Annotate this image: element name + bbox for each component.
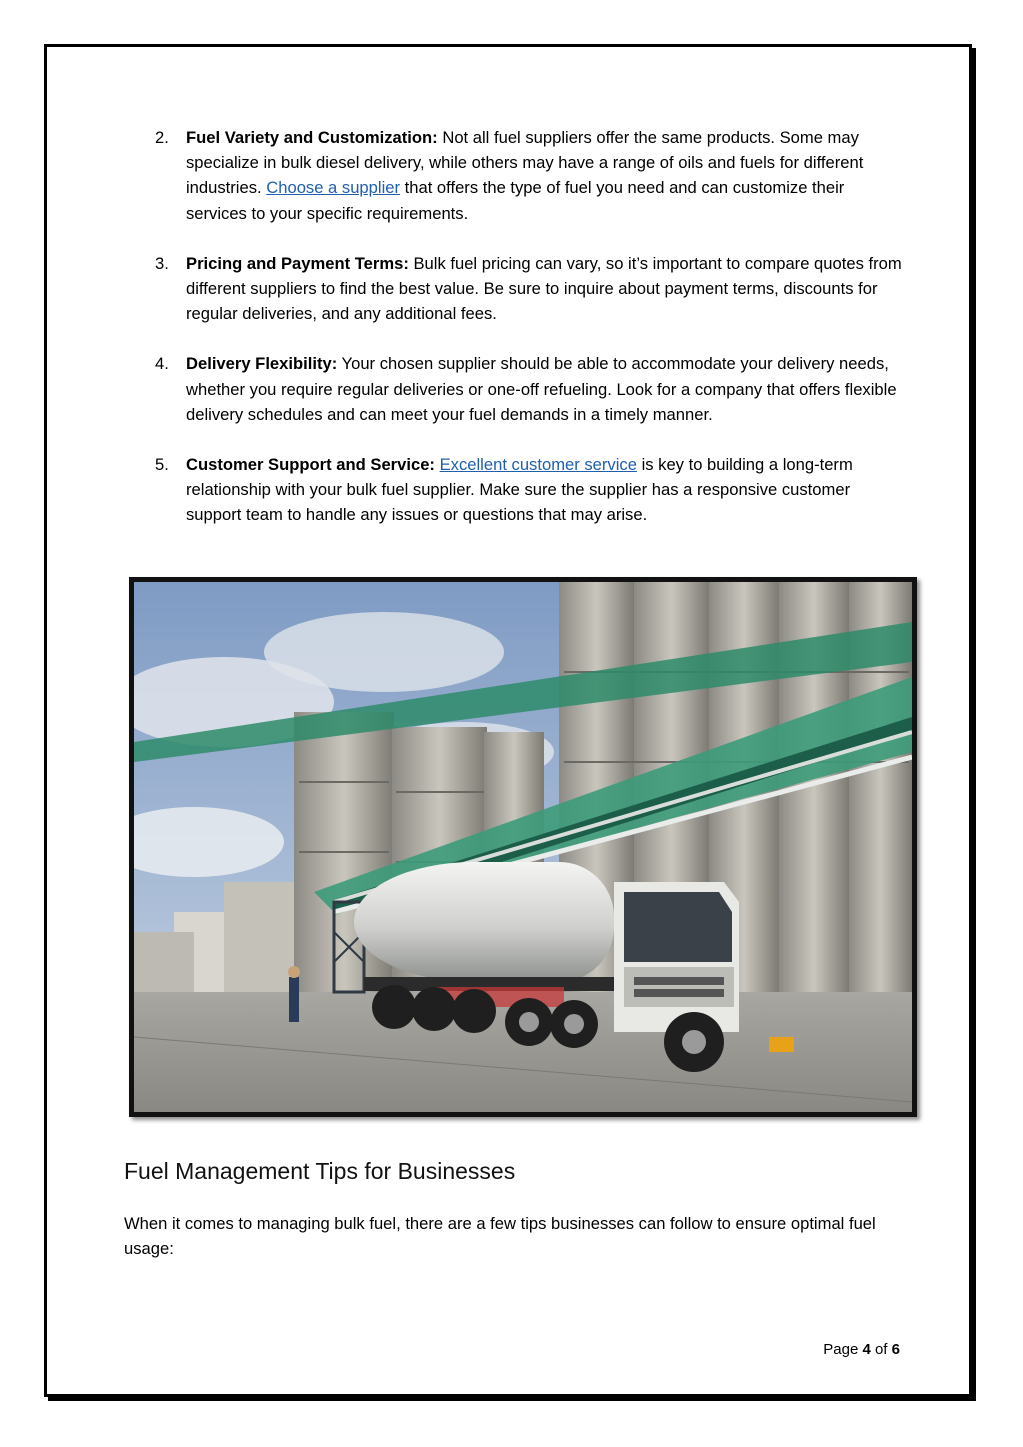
fuel-tanker-photo (129, 577, 917, 1117)
list-number: 2. (155, 128, 169, 147)
list-item-title: Delivery Flexibility: (186, 354, 338, 374)
list-item-text: that offers the type of fuel you need and can customize their services to your specific requirements. (186, 178, 845, 223)
section-heading: Fuel Management Tips for Businesses (124, 1158, 516, 1184)
list-item-text: Your chosen supplier should be able to accommodate your delivery needs, whether you require regular deliveries or one-off refueling. Look for a company that offers flexible delivery schedules and can meet your fuel demands in a timely manner. (186, 354, 897, 424)
list-item-text: Not all fuel suppliers offer the same products. Some may specialize in bulk diesel delivery, while others may have a range of oils and fuels for different industries. (186, 128, 864, 198)
list-item (155, 251, 906, 327)
list-item-text: Bulk fuel pricing can vary, so it’s important to compare quotes from different suppliers to find the best value. Be sure to inquire about payment terms, discounts for regular deliveries, and any additional fees. (186, 253, 902, 324)
page-number-prefix: Page (823, 1341, 863, 1358)
choose-supplier-link[interactable]: Choose a supplier (266, 178, 401, 198)
list-number: 5. (155, 455, 169, 475)
fuel-tanker-illustration (134, 582, 912, 1112)
page-number-current: 4 (862, 1341, 871, 1358)
page-number-middle: of (870, 1341, 892, 1358)
list-item-title: Fuel Variety and Customization: (186, 128, 438, 147)
list-number: 4. (155, 354, 169, 374)
section-paragraph: When it comes to managing bulk fuel, there are a few tips businesses can follow to ensure optimal fuel usage: (124, 1214, 876, 1259)
list-item (155, 351, 906, 427)
list-number: 3. (155, 253, 169, 273)
list-item (155, 452, 906, 528)
excellent-customer-service-link[interactable]: Excellent customer service (439, 455, 637, 475)
numbered-list (155, 125, 906, 553)
list-item-text: is key to building a long-term relationship with your bulk fuel supplier. Make sure the supplier has a responsive customer support team to handle any issues or questions that may arise. (186, 455, 853, 525)
list-item (155, 125, 906, 226)
page-number-total: 6 (891, 1341, 900, 1358)
page-number (780, 1341, 900, 1358)
list-item-title: Pricing and Payment Terms: (186, 253, 409, 273)
list-item-title: Customer Support and Service: (186, 455, 435, 475)
